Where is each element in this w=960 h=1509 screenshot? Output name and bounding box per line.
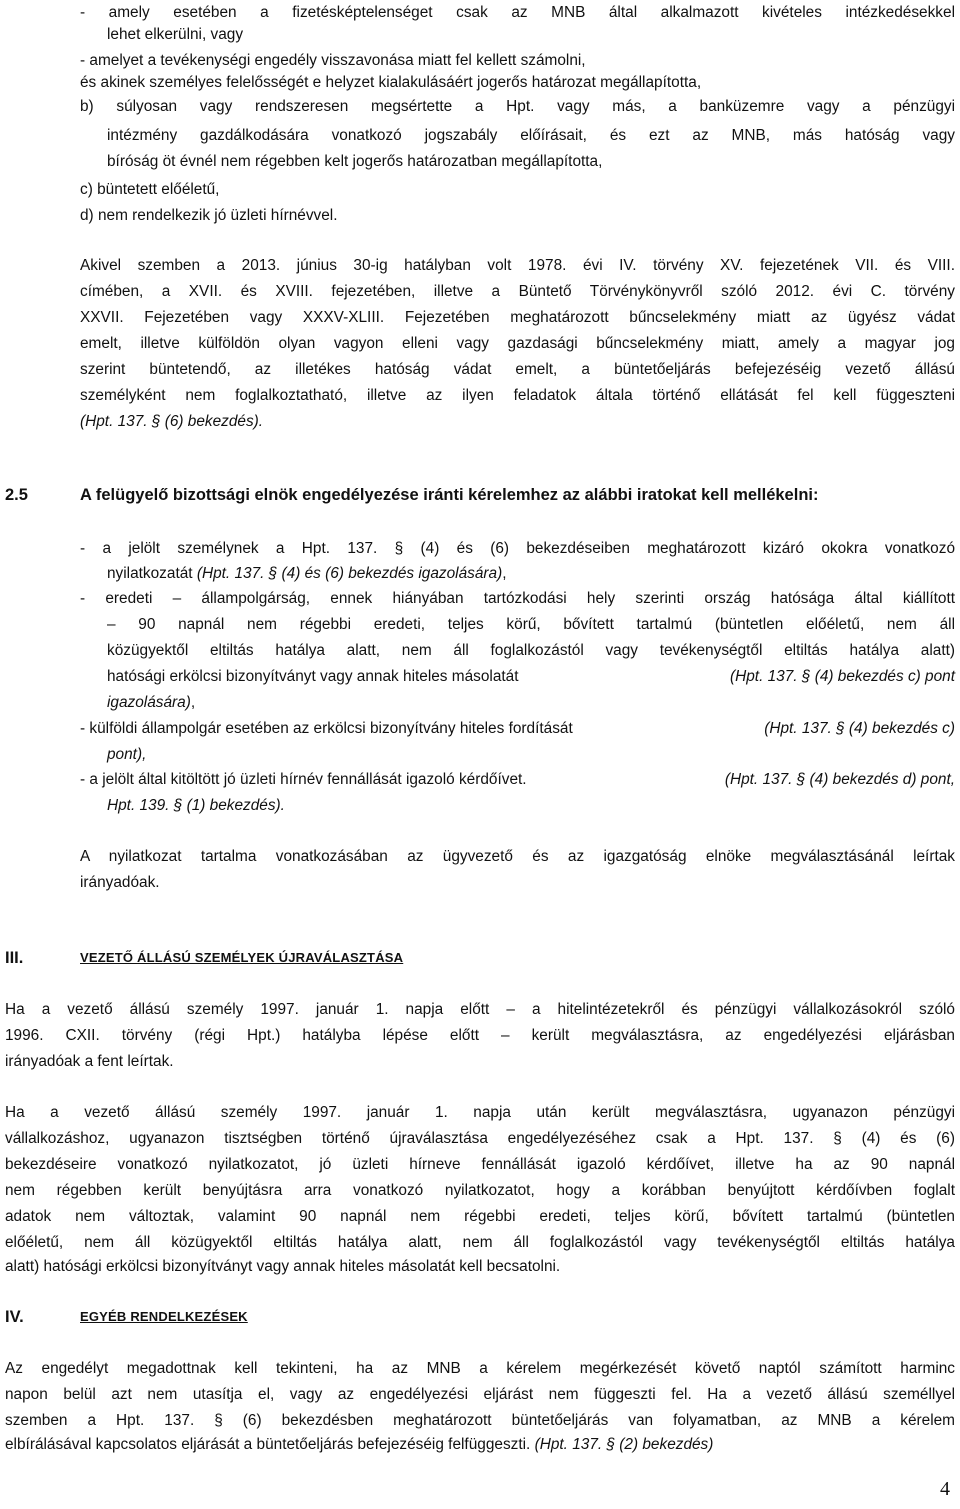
text-line: irányadóak a fent leírtak. — [5, 1053, 174, 1070]
text-line: bíróság öt évnél nem régebben kelt jogerős határozatban megállapította, — [107, 153, 603, 170]
text-line: pont), — [107, 746, 147, 763]
text-line: és akinek személyes felelősségét e helyzet kialakulásáért jogerős határozat megállapította, — [80, 74, 702, 91]
text-line: nyilatkozatát (Hpt. 137. § (4) és (6) bekezdés igazolására), — [107, 565, 507, 582]
text-line: vállalkozáshoz, ugyanazon tisztségben történő újraválasztása engedélyezéséhez csak a Hpt. 137. § (4) és (6) — [5, 1130, 955, 1147]
section-number: 2.5 — [5, 486, 28, 504]
text-line: szemben a Hpt. 137. § (6) bekezdésben meghatározott büntetőeljárás van folyamatban, az MNB a kérelem — [5, 1412, 955, 1429]
list-item: - külföldi állampolgár esetében az erkölcsi bizonyítvány hiteles fordítását (Hpt. 137. § (4) bekezdés c) — [80, 720, 955, 737]
list-item: - a jelölt által kitöltött jó üzleti hírnév fennállását igazoló kérdőívet. (Hpt. 137. § (4) bekezdés d) pont, — [80, 771, 955, 788]
text-line: - amelyet a tevékenységi engedély visszavonása miatt fel kellett számolni, — [80, 52, 586, 69]
text-line: d) nem rendelkezik jó üzleti hírnévvel. — [80, 207, 338, 224]
text-line: - amely esetében a fizetésképtelenséget csak az MNB által alkalmazott kivételes intézkedésekkel — [80, 4, 955, 21]
text-line: elbírálásával kapcsolatos eljárását a büntetőeljárás befejezéséig felfüggeszti. (Hpt. 137. § (2) bekezdés) — [5, 1436, 714, 1453]
text-line: emelt, illetve külföldön olyan vagyon elleni vagy gazdasági bűncselekmény miatt, amely a magyar jog — [80, 335, 955, 352]
text-line: XXVII. Fejezetében vagy XXXV-XLIII. Fejezetében meghatározott bűncselekmény miatt az ügyész vádat — [80, 309, 955, 326]
text-line: intézmény gazdálkodására vonatkozó jogszabály előírásait, és ezt az MNB, más hatóság vagy — [107, 127, 955, 144]
section-heading: EGYÉB RENDELKEZÉSEK — [80, 1309, 248, 1324]
page-number: 4 — [940, 1478, 950, 1500]
section-number: III. — [5, 949, 24, 967]
text-line: személyként nem foglalkoztatható, illetve az ilyen feladatok általa történő ellátását fel kell függeszteni — [80, 387, 955, 404]
text-line: igazolására), — [107, 694, 196, 711]
text-line: Akivel szemben a 2013. június 30-ig hatályban volt 1978. évi IV. törvény XV. fejezetének VII. és VIII. — [80, 257, 955, 274]
text-line: alatt) hatósági erkölcsi bizonyítványt vagy annak hiteles másolatát kell becsatolni. — [5, 1258, 561, 1275]
text-line: napon belül azt nem utasítja el, vagy az engedélyezési eljárást nem függeszti fel. Ha a vezető állású személlyel — [5, 1386, 955, 1403]
text-line: Ha a vezető állású személy 1997. január 1. napja előtt – a hitelintézetekről és pénzügyi vállalkozásokról szóló — [5, 1001, 955, 1018]
section-heading: VEZETŐ ÁLLÁSÚ SZEMÉLYEK ÚJRAVÁLASZTÁSA — [80, 950, 404, 965]
text-line: A nyilatkozat tartalma vonatkozásában az ügyvezető és az igazgatóság elnöke megválasztásánál leírtak — [80, 848, 955, 865]
text-line: bekezdéseire vonatkozó nyilatkozatot, jó üzleti hírneve fennállását igazoló kérdőívet, illetve ha az 90 napnál — [5, 1156, 955, 1173]
text-line: irányadóak. — [80, 874, 160, 891]
text-line: 1996. CXII. törvény (régi Hpt.) hatályba lépése előtt – került megválasztásra, az engedélyezési eljárásban — [5, 1027, 955, 1044]
text-line: Ha a vezető állású személy 1997. január 1. napja után került megválasztásra, ugyanazon pénzügyi — [5, 1104, 955, 1121]
list-item: - a jelölt személynek a Hpt. 137. § (4) és (6) bekezdéseiben meghatározott kizáró okokra vonatkozó — [80, 540, 955, 557]
section-heading: A felügyelő bizottsági elnök engedélyezése iránti kérelemhez az alábbi iratokat kell mellékelni: — [80, 486, 819, 504]
text-line: címében, a XVII. és XVIII. fejezetében, illetve a Büntető Törvénykönyvről szóló 2012. évi C. törvény — [80, 283, 955, 300]
section-number: IV. — [5, 1308, 24, 1326]
text-line: közügyektől eltiltás hatálya alatt, nem áll foglalkozástól vagy tevékenységtől eltiltás hatálya alatt) — [107, 642, 955, 659]
text-line: (Hpt. 137. § (6) bekezdés). — [80, 413, 264, 430]
text-line: szerint büntetendő, az illetékes hatóság vádat emelt, a büntetőeljárás befejezéséig vezető állású — [80, 361, 955, 378]
text-line: adatok nem változtak, valamint 90 napnál nem régebbi eredeti, teljes körű, bővített tartalmú (büntetlen — [5, 1208, 955, 1225]
list-item: - eredeti – állampolgárság, ennek hiányában tartózkodási hely szerinti ország hatósága által kiállított — [80, 590, 955, 607]
text-line: hatósági erkölcsi bizonyítványt vagy annak hiteles másolatát (Hpt. 137. § (4) bekezdés c) pont — [107, 668, 955, 685]
text-line: Hpt. 139. § (1) bekezdés). — [107, 797, 285, 814]
text-line: Az engedélyt megadottnak kell tekinteni, ha az MNB a kérelem megérkezését követő naptól számított harminc — [5, 1360, 955, 1377]
text-line: lehet elkerülni, vagy — [107, 26, 244, 43]
text-line: c) büntetett előéletű, — [80, 181, 220, 198]
text-line: nem régebben került benyújtásra arra vonatkozó nyilatkozatot, hogy a korábban benyújtott kérdőívben foglalt — [5, 1182, 955, 1199]
text-line: előéletű, nem áll közügyektől eltiltás hatálya alatt, nem áll foglalkozástól vagy tevékenységtől eltiltás hatálya — [5, 1234, 955, 1251]
text-line: – 90 napnál nem régebbi eredeti, teljes körű, bővített tartalmú (büntetlen előéletű, nem áll — [107, 616, 955, 633]
text-line: b) súlyosan vagy rendszeresen megsértette a Hpt. vagy más, a banküzemre vagy a pénzügyi — [80, 98, 955, 115]
